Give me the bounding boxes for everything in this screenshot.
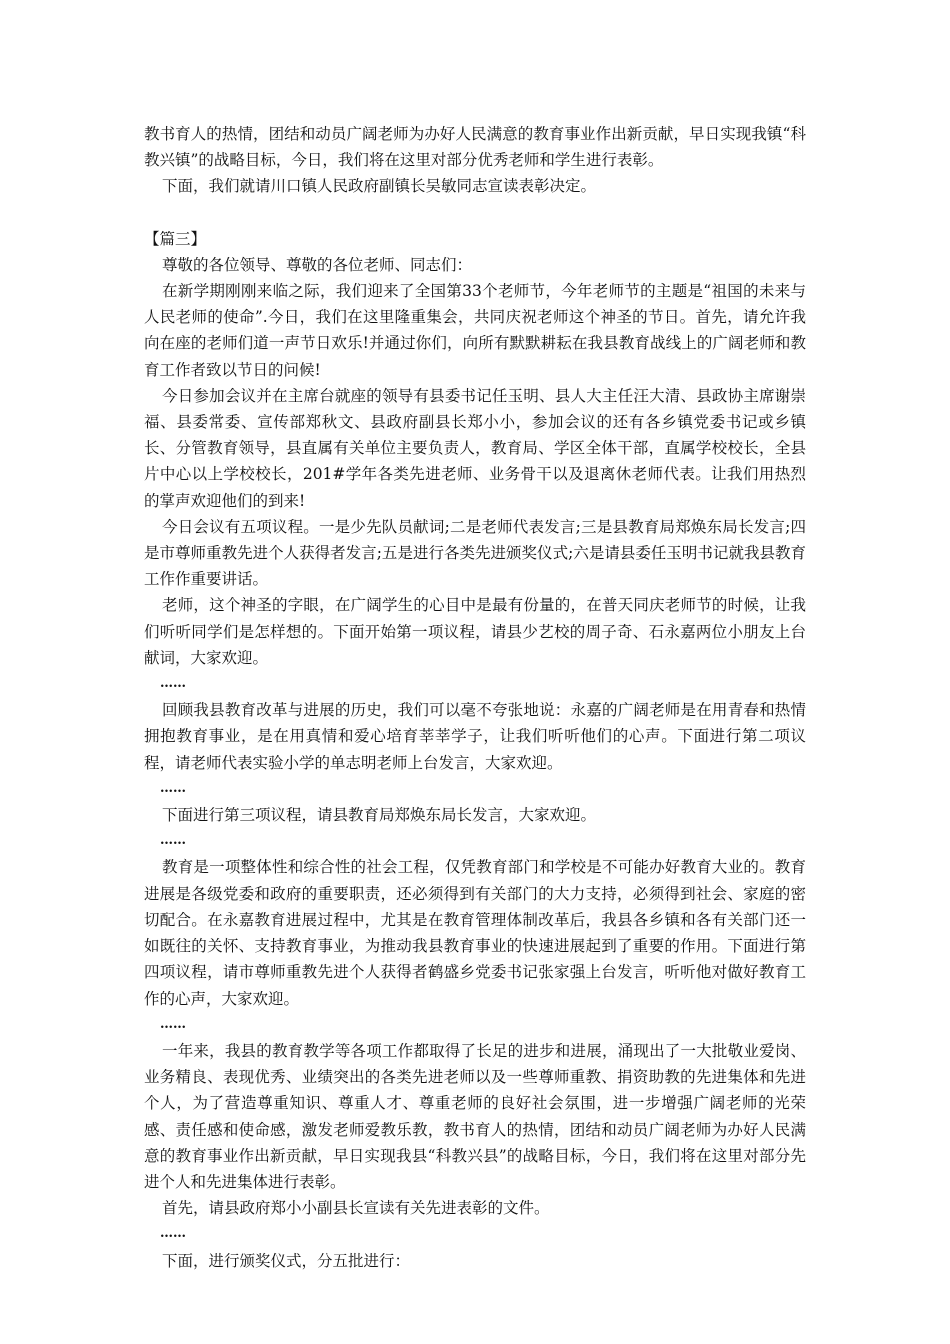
ellipsis-3: …… [160,833,186,849]
paragraph-9: 首先，请县政府郑小小副县长宣读有关先进表彰的文件。 [162,1199,550,1218]
salutation: 尊敬的各位领导、尊敬的各位老师、同志们： [162,255,473,274]
section-title: 【篇三】 [144,229,207,248]
paragraph-5: 回顾我县教育改革与进展的历史，我们可以毫不夸张地说：永嘉的广阔老师是在用青春和热情拥抱教育事业，是在用真情和爱心培育莘莘学子，让我们听听他们的心声。下面进行第二项议程，请老师代表实验小学的单志明老师上台发言，大家欢迎。 [144,701,806,772]
ellipsis-2: …… [160,780,186,796]
paragraph-2: 今日参加会议并在主席台就座的领导有县委书记任玉明、县人大主任汪大清、县政协主席谢崇福、县委常委、宣传部郑秋文、县政府副县长郑小小，参加会议的还有各乡镇党委书记或乡镇长、分管教育领导，县直属有关单位主要负责人，教育局、学区全体干部，直属学校校长，全县片中心以上学校校长，201#学年各类先进老师、业务骨干以及退离休老师代表。让我们用热烈的掌声欢迎他们的到来! [144,386,806,510]
paragraph-4: 老师，这个神圣的字眼，在广阔学生的心目中是最有份量的，在普天同庆老师节的时候，让我们听听同学们是怎样想的。下面开始第一项议程，请县少艺校的周子奇、石永嘉两位小朋友上台献词，大家欢迎。 [144,596,806,667]
paragraph-7: 教育是一项整体性和综合性的社会工程，仅凭教育部门和学校是不可能办好教育大业的。教育进展是各级党委和政府的重要职责，还必须得到有关部门的大力支持，必须得到社会、家庭的密切配合。在永嘉教育进展过程中，尤其是在教育管理体制改革后，我县各乡镇和各有关部门还一如既往的关怀、支持教育事业，为推动我县教育事业的快速进展起到了重要的作用。下面进行第四项议程，请市尊师重教先进个人获得者鹤盛乡党委书记张家强上台发言，听听他对做好教育工作的心声，大家欢迎。 [144,858,806,1008]
spacer [144,200,806,226]
paragraph-10: 下面，进行颁奖仪式，分五批进行： [162,1251,411,1270]
paragraph-8: 一年来，我县的教育教学等各项工作都取得了长足的进步和进展，涌现出了一大批敬业爱岗、业务精良、表现优秀、业绩突出的各类先进老师以及一些尊师重教、捐资助教的先进集体和先进个人，为了营造尊重知识、尊重人才、尊重老师的良好社会氛围，进一步增强广阔老师的光荣感、责任感和使命感，激发老师爱教乐教，教书育人的热情，团结和动员广阔老师为办好人民满意的教育事业作出新贡献，早日实现我县“科教兴县”的战略目标，今日，我们将在这里对部分先进个人和先进集体进行表彰。 [144,1041,806,1191]
ellipsis-5: …… [160,1226,186,1242]
ellipsis-4: …… [160,1016,186,1032]
paragraph-1: 在新学期刚刚来临之际，我们迎来了全国第33个老师节，今年老师节的主题是“祖国的未来与人民老师的使命”.今日，我们在这里隆重集会，共同庆祝老师这个神圣的节日。首先，请允许我向在座的老师们道一声节日欢乐!并通过你们，向所有默默耕耘在我县教育战线上的广阔老师和教育工作者致以节日的问候! [144,282,806,379]
paragraph-6: 下面进行第三项议程，请县教育局郑焕东局长发言，大家欢迎。 [162,806,597,825]
intro-paragraph-2: 下面，我们就请川口镇人民政府副镇长吴敏同志宣读表彰决定。 [162,177,597,196]
intro-paragraph-1: 教书育人的热情，团结和动员广阔老师为办好人民满意的教育事业作出新贡献，早日实现我镇“科教兴镇”的战略目标，今日，我们将在这里对部分优秀老师和学生进行表彰。 [144,125,806,170]
ellipsis-1: …… [160,676,186,692]
document-page [144,121,806,1274]
paragraph-3: 今日会议有五项议程。一是少先队员献词;二是老师代表发言;三是县教育局郑焕东局长发言;四是市尊师重教先进个人获得者发言;五是进行各类先进颁奖仪式;六是请县委任玉明书记就我县教育工作作重要讲话。 [144,517,806,589]
